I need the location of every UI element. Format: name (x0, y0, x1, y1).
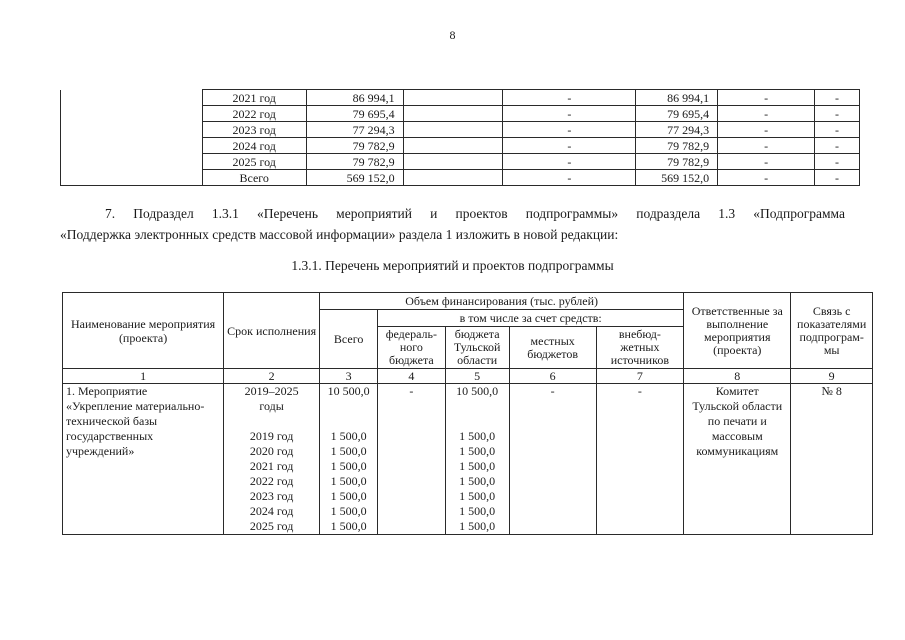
row-regional: 86 994,1 (636, 90, 718, 106)
activity-total-line: 1 500,0 (330, 519, 367, 533)
header-responsible-line: Ответственные за (691, 303, 783, 318)
row-federal: - (503, 138, 636, 154)
column-number: 7 (596, 369, 684, 384)
activity-federal: - (378, 384, 445, 535)
row-total: 79 782,9 (306, 138, 403, 154)
activity-total-line: 1 500,0 (330, 504, 367, 518)
header-responsible (684, 293, 791, 369)
activity-regional-line: 1 500,0 (459, 519, 496, 533)
column-number: 2 (224, 369, 320, 384)
activity-responsible-line: массовым (711, 429, 763, 443)
header-responsible-line: (проекта) (713, 342, 762, 357)
row-blank-2 (403, 122, 503, 138)
activity-total-line: 10 500,0 (327, 384, 370, 398)
header-link-line: показателями (797, 316, 867, 331)
row-extra: - (815, 138, 860, 154)
header-extra-line: источников (610, 353, 669, 367)
row-federal: - (503, 122, 636, 138)
header-responsible-line: выполнение (706, 316, 769, 331)
header-including: в том числе за счет средств: (378, 310, 684, 327)
column-number: 6 (509, 369, 596, 384)
activity-responsible-line: коммуникациям (696, 444, 779, 458)
activity-regional (445, 384, 509, 535)
column-number: 8 (684, 369, 791, 384)
column-number: 9 (791, 369, 873, 384)
activity-term-line: 2019–2025 (244, 384, 299, 398)
activity-regional-line: 1 500,0 (459, 459, 496, 473)
header-regional-line: области (457, 353, 498, 367)
row-extra: - (815, 90, 860, 106)
activity-name (63, 384, 224, 535)
row-year: 2022 год (202, 106, 306, 122)
row-local: - (718, 154, 815, 170)
row-local: - (718, 138, 815, 154)
row-regional: 569 152,0 (636, 170, 718, 186)
paragraph-line-1: 7. Подраздел 1.3.1 «Перечень мероприятий и проектов подпрограммы» подраздела 1.3 «Подпрограмма (105, 206, 845, 221)
row-blank-2 (403, 170, 503, 186)
row-blank-2 (403, 138, 503, 154)
row-year: 2025 год (202, 154, 306, 170)
header-federal-line: федераль- (385, 327, 437, 341)
activity-name-line: 1. Мероприятие (66, 384, 148, 398)
activity-regional-line: 1 500,0 (459, 429, 496, 443)
header-federal-line: бюджета (388, 353, 434, 367)
header-extra-line: жетных (620, 340, 660, 354)
activity-term-line: 2025 год (249, 519, 294, 533)
header-term: Срок исполнения (224, 293, 320, 369)
paragraph-line-2: «Поддержка электронных средств массовой информации» раздела 1 изложить в новой редакции: (60, 227, 619, 242)
header-link-line: подпрограм- (799, 329, 864, 344)
header-local-line: бюджетов (527, 346, 579, 361)
row-federal: - (503, 154, 636, 170)
header-link-line: Связь с (812, 303, 851, 318)
row-extra: - (815, 106, 860, 122)
activity-term-line: 2023 год (249, 489, 294, 503)
activity-name-line: государственных (66, 429, 154, 443)
activity-term (224, 384, 320, 535)
header-regional-line: Тульской (453, 340, 501, 354)
activity-term-line (227, 414, 316, 429)
activity-responsible (684, 384, 791, 535)
header-name: Наименование мероприятия (проекта) (63, 293, 224, 369)
row-total: 79 782,9 (306, 154, 403, 170)
row-year: Всего (202, 170, 306, 186)
activity-term-line: 2022 год (249, 474, 294, 488)
activity-regional-line (449, 414, 506, 429)
header-funding: Объем финансирования (тыс. рублей) (320, 293, 684, 310)
row-local: - (718, 90, 815, 106)
top-table-row (61, 90, 860, 106)
activity-term-line: 2020 год (249, 444, 294, 458)
activity-total-line (323, 414, 374, 429)
row-extra: - (815, 154, 860, 170)
header-link (791, 293, 873, 369)
row-extra: - (815, 122, 860, 138)
activity-regional-line (449, 399, 506, 414)
row-federal: - (503, 90, 636, 106)
page-number: 8 (449, 28, 456, 42)
header-extra-line: внебюд- (618, 327, 661, 341)
row-regional: 77 294,3 (636, 122, 718, 138)
row-total: 86 994,1 (306, 90, 403, 106)
activity-regional-line: 1 500,0 (459, 504, 496, 518)
activities-table (62, 292, 873, 535)
header-regional-line: бюджета (454, 327, 500, 341)
row-total: 569 152,0 (306, 170, 403, 186)
row-total: 77 294,3 (306, 122, 403, 138)
row-regional: 79 695,4 (636, 106, 718, 122)
activity-extra: - (596, 384, 684, 535)
activity-local: - (509, 384, 596, 535)
activity-term-line: годы (259, 399, 284, 413)
activity-regional-line: 1 500,0 (459, 474, 496, 488)
row-blank-2 (403, 90, 503, 106)
activity-regional-line: 1 500,0 (459, 489, 496, 503)
row-federal: - (503, 170, 636, 186)
row-regional: 79 782,9 (636, 138, 718, 154)
row-extra: - (815, 170, 860, 186)
header-total: Всего (320, 310, 378, 369)
header-federal (378, 327, 445, 369)
row-total: 79 695,4 (306, 106, 403, 122)
activity-total-line: 1 500,0 (330, 474, 367, 488)
instruction-paragraph (60, 203, 845, 245)
activity-term-line: 2024 год (249, 504, 294, 518)
row-year: 2024 год (202, 138, 306, 154)
activity-term-line: 2021 год (249, 459, 294, 473)
activity-name-line: «Укрепление материально- (66, 399, 205, 413)
row-federal: - (503, 106, 636, 122)
activity-term-line: 2019 год (249, 429, 294, 443)
row-local: - (718, 170, 815, 186)
column-number: 1 (63, 369, 224, 384)
header-regional (445, 327, 509, 369)
activity-responsible-line: по печати и (707, 414, 767, 428)
row-blank-2 (403, 154, 503, 170)
header-federal-line: ного (399, 340, 423, 354)
row-blank-2 (403, 106, 503, 122)
column-number: 3 (320, 369, 378, 384)
row-year: 2023 год (202, 122, 306, 138)
activity-regional-line: 1 500,0 (459, 444, 496, 458)
column-number: 4 (378, 369, 445, 384)
row-label-blank (61, 90, 203, 186)
header-extra (596, 327, 684, 369)
header-responsible-line: мероприятия (704, 329, 771, 344)
activity-total-line: 1 500,0 (330, 489, 367, 503)
activity-total-line (323, 399, 374, 414)
section-subtitle: 1.3.1. Перечень мероприятий и проектов подпрограммы (291, 258, 614, 273)
activity-total-line: 1 500,0 (330, 444, 367, 458)
activity-total-line: 1 500,0 (330, 429, 367, 443)
header-local (509, 327, 596, 369)
column-number: 5 (445, 369, 509, 384)
activity-responsible-line: Тульской области (692, 399, 783, 413)
row-local: - (718, 122, 815, 138)
activity-total-line: 1 500,0 (330, 459, 367, 473)
header-link-line: мы (823, 342, 840, 357)
header-local-line: местных (530, 333, 575, 348)
row-year: 2021 год (202, 90, 306, 106)
row-regional: 79 782,9 (636, 154, 718, 170)
activity-name-line: учреждений» (66, 444, 135, 458)
activity-total (320, 384, 378, 535)
activity-link: № 8 (791, 384, 873, 535)
row-local: - (718, 106, 815, 122)
activity-name-line: технической базы (66, 414, 158, 428)
activity-responsible-line: Комитет (715, 384, 759, 398)
activity-regional-line: 10 500,0 (456, 384, 499, 398)
top-funding-table (60, 89, 860, 186)
